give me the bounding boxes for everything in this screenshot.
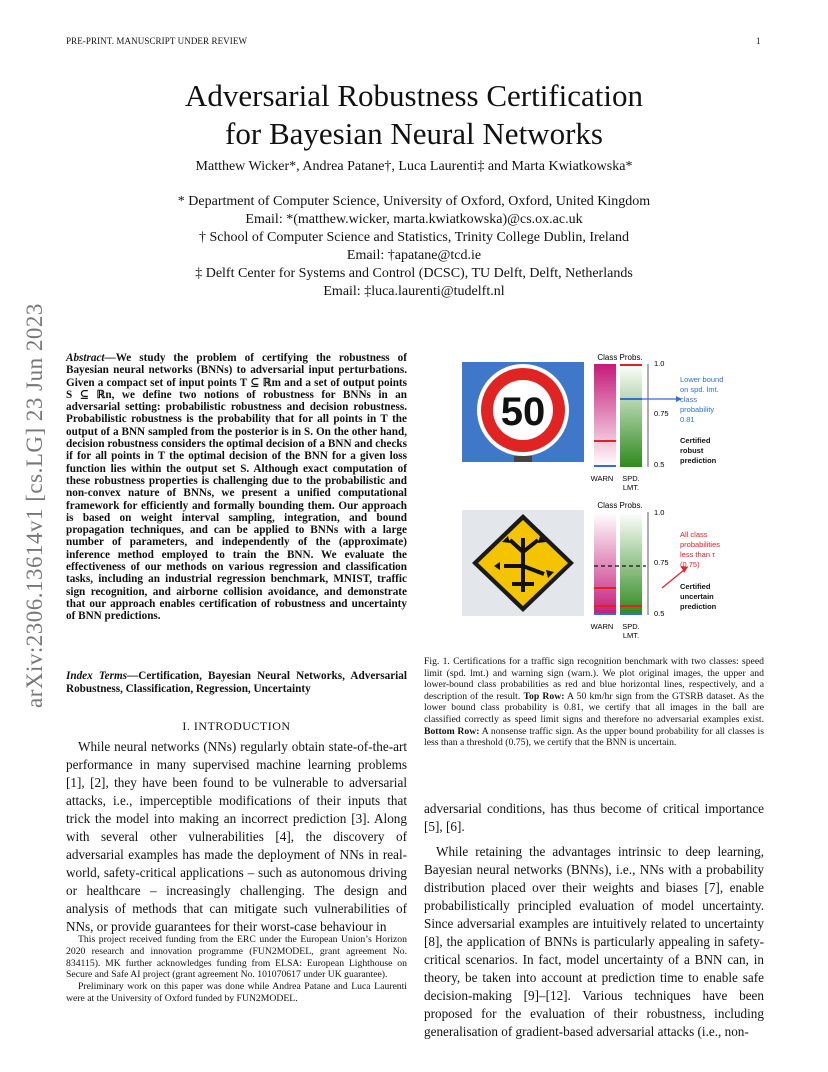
spd-bar [620,364,642,467]
svg-text:probability: probability [680,405,715,414]
affiliation-line: ‡ Delft Center for Systems and Control (DCSC), TU Delft, Delft, Netherlands [195,266,633,281]
svg-text:class: class [680,395,698,404]
svg-text:uncertain: uncertain [680,592,714,601]
index-terms-text: —Certification, Bayesian Neural Networks, Adversarial Robustness, Classification, Regression, Uncertainty [66,670,407,695]
abstract [66,352,407,623]
bar-label-lmt: LMT. [622,631,640,640]
abstract-text: —We study the problem of certifying the robustness of Bayesian neural networks (BNNs) to adversarial input perturbations. Given a compact set of input points T ⊆ ℝm and a set of output points S ⊆ ℝn, we define two notions of robustness for BNNs in an adversarial setting: probabilistic robustness and decision robustness. Probabilistic robustness is the probability that for all points in T the output of a BNN sampled from the posterior is in S. On the other hand, decision robustness considers the optimal decision of a BNN and checks if for all points in T the optimal decision of the BNN for a given loss function lies within the output set S. Although exact computation of these robustness properties is challenging due to the probabilistic and non-convex nature of BNNs, we present a unified computational framework for efficiently and formally bounding them. Our approach is based on weight interval sampling, integration, and bound propagation techniques, and can be applied to BNNs with a large number of parameters, and independently of the (approximate) inference method employed to train the BNN. We evaluate the effectiveness of our methods on various regression and classification tasks, including an industrial regression benchmark, MNIST, traffic sign recognition, and airborne collision avoidance, and demonstrate that our approach enables certification of robustness and uncertainty of BNN predictions. [66,352,407,623]
tick-label: 1.0 [654,508,665,517]
affiliation-line: Email: *(matthew.wicker, marta.kwiatkowska)@cs.ox.ac.uk [245,212,583,227]
tick-label: 0.5 [654,460,665,469]
svg-text:Certified: Certified [680,436,711,445]
affiliation-line: † School of Computer Science and Statistics, Trinity College Dublin, Ireland [198,230,630,245]
affiliation-line: Email: †apatane@tcd.ie [346,248,482,263]
svg-text:Certified: Certified [680,582,711,591]
nonsense-sign-image [462,510,584,616]
bar-label-lmt: LMT. [622,483,640,492]
tick-label: 1.0 [654,359,665,368]
svg-text:less than τ: less than τ [680,550,716,559]
certified-robust-annotation [680,436,717,465]
chart-header: Class Probs. [597,501,643,510]
title-line-2: for Bayesian Neural Networks [225,116,603,151]
svg-text:prediction: prediction [680,456,717,465]
section-heading: I. INTRODUCTION [182,719,291,733]
index-terms-label: Index Terms [66,670,128,682]
footnote-preliminary: Preliminary work on this paper was done while Andrea Patane and Luca Laurenti were at the University of Oxford funded by FUN2MODEL. [66,981,407,1004]
tick-label: 0.5 [654,609,665,618]
warn-bar [594,512,616,615]
author-list: Matthew Wicker*, Andrea Patane†, Luca Laurenti‡ and Marta Kwiatkowska* [195,159,633,174]
caption-top-text: A 50 km/hr sign from the GTSRB dataset. As the lower bound class probability is 0.81, we certify that all images in the ball are classified correctly as speed limit signs and therefore no adversarial examples exist. [424,690,764,725]
tick-label: 0.75 [654,409,669,418]
threshold-annotation [680,530,720,569]
spd-bar [620,512,642,615]
caption-text: Fig. 1. Certifications for a traffic sign recognition benchmark with two classes: speed limit (spd. lmt.) and warning sign (warn.). We plot original images, the upper and lower-bound class probabilities as red and blue horizontal lines, respectively, and a description of the result. [424,656,764,702]
intro-paragraph: While neural networks (NNs) regularly obtain state-of-the-art performance in many supervised machine learning problems [1], [2], they have been found to be vulnerable to adversarial attacks, i.e., imperceptible modifications of their inputs that trick the model into making an incorrect prediction [3]. Along with several other vulnerabilities [4], the discovery of adversarial examples has made the deployment of NNs in real-world, safety-critical applications – such as autonomous driving or healthcare – increasingly challenging. The design and analysis of methods that can mitigate such vulnerabilities of NNs, or provide guarantees for their worst-case behaviour in [66,739,407,934]
arxiv-stamp[interactable]: arXiv:2306.13614v1 [cs.LG] 23 Jun 2023 [22,303,47,708]
svg-text:robust: robust [680,446,704,455]
title-line-1: Adversarial Robustness Certification [184,78,643,113]
index-terms [66,670,407,695]
bar-label-spd: SPD. [622,474,640,483]
svg-text:0.81: 0.81 [680,415,695,424]
caption-bottom-label: Bottom Row: [424,725,480,737]
paragraph-bnn: While retaining the advantages intrinsic to deep learning, Bayesian neural networks (BNNs), i.e., NNs with a probability distribution placed over their weights and biases [7], enable probabilistically principled evaluation of model uncertainty. Since adversarial examples are intuitively related to uncertainty [8], the application of BNNs is particularly appealing in safety-critical scenarios. In fact, model uncertainty of a BNN can, in theory, be taken into account at prediction time to enable safe decision-making [9]–[12]. Various techniques have been proposed for the evaluation of their robustness, including generalisation of gradient-based adversarial attacks (i.e., non- [424,844,764,1039]
caption-bottom-text: A nonsense traffic sign. As the upper bound probability for all classes is less than a threshold (0.75), we certify that the BNN is uncertain. [424,725,764,749]
figure-1 [462,352,772,644]
sign-number: 50 [500,390,546,434]
bar-label-spd: SPD. [622,622,640,631]
caption-top-label: Top Row: [523,690,565,702]
warn-bar [594,364,616,467]
chart-header: Class Probs. [597,353,643,362]
bottom-class-prob-chart [591,501,721,640]
svg-text:All class: All class [680,530,708,539]
affiliation-line: * Department of Computer Science, University of Oxford, Oxford, United Kingdom [177,194,651,209]
affiliations [0,193,828,301]
footnotes [66,934,407,1005]
running-header: PRE-PRINT. MANUSCRIPT UNDER REVIEW [66,36,248,46]
svg-text:prediction: prediction [680,602,717,611]
abstract-label: Abstract [66,352,105,364]
paragraph-continued: adversarial conditions, has thus become of critical importance [5], [6]. [424,801,764,834]
speed-limit-sign-image [462,362,584,462]
svg-text:Lower bound: Lower bound [680,375,724,384]
right-column-text [424,800,764,1041]
top-class-prob-chart [591,353,724,492]
page-number: 1 [756,36,761,46]
svg-text:probabilities: probabilities [680,540,721,549]
footnote-funding: This project received funding from the ERC under the European Union’s Horizon 2020 research and innovation programme (FUN2MODEL, grant agreement No. 834115). MK further acknowledges funding from ELSA: European Lighthouse on Secure and Safe AI project (grant agreement No. 101070617 under UK guarantee). [66,934,407,981]
affiliation-line: Email: ‡luca.laurenti@tudelft.nl [323,284,505,299]
bar-label-warn: WARN [590,474,614,483]
svg-text:(0.75): (0.75) [680,560,700,569]
paper-title [0,77,828,153]
figure-caption [424,656,764,749]
bar-label-warn: WARN [590,622,614,631]
tick-label: 0.75 [654,558,669,567]
certified-uncertain-annotation [680,582,717,611]
lower-bound-annotation [680,375,723,424]
svg-text:on spd. lmt.: on spd. lmt. [680,385,719,394]
